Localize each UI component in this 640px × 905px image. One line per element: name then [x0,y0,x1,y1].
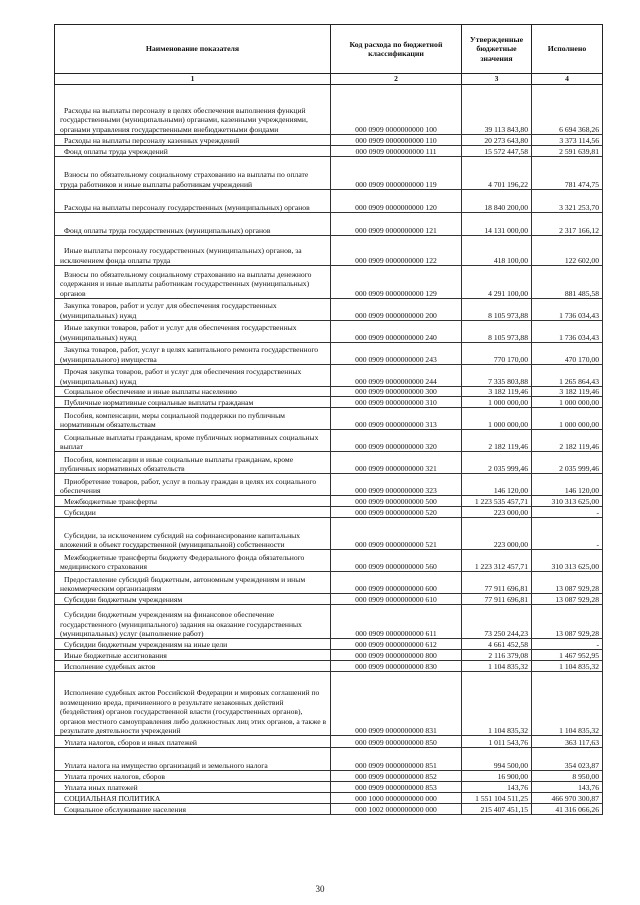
row-code: 000 0909 0000000000 320 [331,430,462,452]
row-approved: 994 500,00 [462,748,532,771]
table-row [55,213,603,236]
row-executed: 2 591 639,81 [532,146,603,157]
row-approved: 223 000,00 [462,518,532,550]
row-executed: 41 316 066,26 [532,804,603,815]
row-executed: 1 736 034,43 [532,299,603,321]
row-executed: 354 023,87 [532,748,603,771]
row-approved: 1 011 543,76 [462,736,532,748]
table-row [55,135,603,146]
row-executed: 3 182 119,46 [532,387,603,397]
row-executed: 13 087 929,28 [532,594,603,605]
row-approved: 770 170,00 [462,343,532,365]
table-row [55,397,603,408]
row-executed: 310 313 625,00 [532,550,603,572]
row-code: 000 0909 0000000000 520 [331,507,462,518]
row-name: Закупка товаров, работ, услуг в целях капитального ремонта государственного (муниципального) имущества [55,343,331,365]
column-number-1: 1 [55,74,331,85]
row-name: Субсидии [55,507,331,518]
row-name: Субсидии, за исключением субсидий на софинансирование капитальных вложений в объект государственной (муниципальной) собственности [55,518,331,550]
row-code: 000 1000 0000000000 000 [331,793,462,804]
table-row [55,190,603,213]
table-row [55,572,603,594]
row-approved: 3 182 119,46 [462,387,532,397]
row-approved: 2 035 999,46 [462,452,532,474]
row-approved: 1 551 104 511,25 [462,793,532,804]
table-row [55,661,603,672]
row-name: Фонд оплаты труда учреждений [55,146,331,157]
row-name: Социальное обеспечение и иные выплаты населению [55,387,331,397]
row-approved: 8 105 973,88 [462,299,532,321]
row-approved: 16 900,00 [462,771,532,782]
row-name: СОЦИАЛЬНАЯ ПОЛИТИКА [55,793,331,804]
row-approved: 143,76 [462,782,532,793]
table-row [55,146,603,157]
row-approved: 39 113 843,80 [462,85,532,135]
row-name: Закупка товаров, работ и услуг для обеспечения государственных (муниципальных) нужд [55,299,331,321]
row-code: 000 0909 0000000000 243 [331,343,462,365]
table-row [55,650,603,661]
row-executed: 881 485,58 [532,266,603,299]
row-executed: 2 317 166,12 [532,213,603,236]
row-name: Взносы по обязательному социальному страхованию на выплаты по оплате труда работников и иные выплаты работникам учреждений [55,157,331,190]
row-code: 000 0909 0000000000 610 [331,594,462,605]
table-row [55,518,603,550]
row-approved: 146 120,00 [462,474,532,496]
row-executed: 1 736 034,43 [532,321,603,343]
row-code: 000 0909 0000000000 121 [331,213,462,236]
header-approved: Утвержденные бюджетные значения [462,25,532,74]
table-row [55,748,603,771]
table-row [55,85,603,135]
row-code: 000 0909 0000000000 852 [331,771,462,782]
row-name: Исполнение судебных актов Российской Федерации и мировых соглашений по возмещению вреда, причиненного в результате незаконных действий (бездействия) органов государственной власти (государственных органов), органов местного самоуправления либо должностных лиц этих органов, а также в результате деятельности учреждений [55,672,331,736]
row-name: Предоставление субсидий бюджетным, автономным учреждениям и иным некоммерческим организациям [55,572,331,594]
table-row [55,387,603,397]
header-code: Код расхода по бюджетной классификации [331,25,462,74]
row-code: 000 0909 0000000000 120 [331,190,462,213]
table-row [55,236,603,266]
row-executed: 8 950,00 [532,771,603,782]
row-code: 000 0909 0000000000 310 [331,397,462,408]
row-approved: 215 407 451,15 [462,804,532,815]
row-code: 000 0909 0000000000 321 [331,452,462,474]
row-name: Публичные нормативные социальные выплаты гражданам [55,397,331,408]
row-code: 000 0909 0000000000 313 [331,408,462,430]
row-name: Уплата налогов, сборов и иных платежей [55,736,331,748]
row-code: 000 0909 0000000000 560 [331,550,462,572]
row-executed: 1 104 835,32 [532,672,603,736]
column-number-2: 2 [331,74,462,85]
row-name: Взносы по обязательному социальному страхованию на выплаты денежного содержания и иные выплаты работникам государственных (муниципальных) органов [55,266,331,299]
row-approved: 77 911 696,81 [462,594,532,605]
row-code: 000 0909 0000000000 600 [331,572,462,594]
row-code: 000 0909 0000000000 111 [331,146,462,157]
row-executed: 6 694 368,26 [532,85,603,135]
row-name: Расходы на выплаты персоналу государственных (муниципальных) органов [55,190,331,213]
row-approved: 418 100,00 [462,236,532,266]
row-code: 000 0909 0000000000 244 [331,365,462,387]
row-code: 000 0909 0000000000 853 [331,782,462,793]
row-executed: 143,76 [532,782,603,793]
table-row [55,771,603,782]
row-approved: 8 105 973,88 [462,321,532,343]
row-executed: 781 474,75 [532,157,603,190]
row-code: 000 1002 0000000000 000 [331,804,462,815]
row-approved: 1 104 835,32 [462,672,532,736]
row-executed: 3 321 253,70 [532,190,603,213]
row-approved: 4 701 196,22 [462,157,532,190]
table-row [55,430,603,452]
row-name: Субсидии бюджетным учреждениям на финансовое обеспечение государственного (муниципального) задания на оказание государственных (муниципальных) услуг (выполнение работ) [55,605,331,639]
column-number-4: 4 [532,74,603,85]
row-executed: 146 120,00 [532,474,603,496]
table-row [55,605,603,639]
row-code: 000 0909 0000000000 830 [331,661,462,672]
row-approved: 4 291 100,00 [462,266,532,299]
row-approved: 1 223 312 457,71 [462,550,532,572]
row-name: Исполнение судебных актов [55,661,331,672]
header-name: Наименование показателя [55,25,331,74]
table-row [55,452,603,474]
table-row [55,793,603,804]
header-executed: Исполнено [532,25,603,74]
table-row [55,782,603,793]
row-executed: 363 117,63 [532,736,603,748]
row-executed: 3 373 114,56 [532,135,603,146]
table-row [55,639,603,650]
table-body [55,85,603,815]
row-executed: 122 602,00 [532,236,603,266]
row-name: Пособия, компенсации, меры социальной поддержки по публичным нормативным обязательствам [55,408,331,430]
page-number: 30 [315,884,325,894]
table-row [55,321,603,343]
row-code: 000 0909 0000000000 611 [331,605,462,639]
row-code: 000 0909 0000000000 100 [331,85,462,135]
table-row [55,365,603,387]
row-approved: 1 223 535 457,71 [462,496,532,507]
row-approved: 1 000 000,00 [462,408,532,430]
table-row [55,408,603,430]
row-executed: 1 000 000,00 [532,397,603,408]
row-approved: 223 000,00 [462,507,532,518]
row-name: Уплата иных платежей [55,782,331,793]
column-number-3: 3 [462,74,532,85]
row-code: 000 0909 0000000000 110 [331,135,462,146]
row-executed: 310 313 625,00 [532,496,603,507]
row-code: 000 0909 0000000000 122 [331,236,462,266]
table-row [55,507,603,518]
row-approved: 2 116 379,08 [462,650,532,661]
row-approved: 15 572 447,58 [462,146,532,157]
table-row [55,157,603,190]
row-code: 000 0909 0000000000 521 [331,518,462,550]
row-name: Иные выплаты персоналу государственных (муниципальных) органов, за исключением фонда оплаты труда [55,236,331,266]
row-name: Расходы на выплаты персоналу в целях обеспечения выполнения функций государственными (муниципальными) органами, казенными учреждениями, органами управления государственными внебюджетными фондами [55,85,331,135]
row-name: Субсидии бюджетным учреждениям на иные цели [55,639,331,650]
row-executed: - [532,507,603,518]
row-name: Социальные выплаты гражданам, кроме публичных нормативных социальных выплат [55,430,331,452]
table-row [55,343,603,365]
row-code: 000 0909 0000000000 300 [331,387,462,397]
row-code: 000 0909 0000000000 200 [331,299,462,321]
row-code: 000 0909 0000000000 500 [331,496,462,507]
row-executed: 1 467 952,95 [532,650,603,661]
row-name: Межбюджетные трансферты бюджету Федерального фонда обязательного медицинского страхования [55,550,331,572]
row-approved: 1 000 000,00 [462,397,532,408]
row-name: Межбюджетные трансферты [55,496,331,507]
row-name: Иные бюджетные ассигнования [55,650,331,661]
row-approved: 14 131 000,00 [462,213,532,236]
row-approved: 73 250 244,23 [462,605,532,639]
row-code: 000 0909 0000000000 831 [331,672,462,736]
row-executed: 13 087 929,28 [532,572,603,594]
row-name: Приобретение товаров, работ, услуг в пользу граждан в целях их социального обеспечения [55,474,331,496]
table-row [55,672,603,736]
row-code: 000 0909 0000000000 129 [331,266,462,299]
table-row [55,804,603,815]
row-executed: - [532,518,603,550]
row-name: Прочая закупка товаров, работ и услуг для обеспечения государственных (муниципальных) нужд [55,365,331,387]
row-approved: 1 104 835,32 [462,661,532,672]
row-executed: 13 087 929,28 [532,605,603,639]
row-name: Фонд оплаты труда государственных (муниципальных) органов [55,213,331,236]
table-row [55,594,603,605]
row-executed: 466 970 300,87 [532,793,603,804]
table-row [55,550,603,572]
row-code: 000 0909 0000000000 119 [331,157,462,190]
header-row [55,25,603,74]
column-number-row [55,74,603,85]
row-name: Субсидии бюджетным учреждениям [55,594,331,605]
row-approved: 4 661 452,58 [462,639,532,650]
row-code: 000 0909 0000000000 612 [331,639,462,650]
row-executed: 2 182 119,46 [532,430,603,452]
row-approved: 20 273 643,80 [462,135,532,146]
table-row [55,474,603,496]
table-row [55,736,603,748]
table-row [55,266,603,299]
row-approved: 2 182 119,46 [462,430,532,452]
row-executed: 1 265 864,43 [532,365,603,387]
table-row [55,496,603,507]
row-code: 000 0909 0000000000 851 [331,748,462,771]
row-name: Уплата прочих налогов, сборов [55,771,331,782]
row-executed: 2 035 999,46 [532,452,603,474]
row-name: Уплата налога на имущество организаций и земельного налога [55,748,331,771]
row-executed: 470 170,00 [532,343,603,365]
row-code: 000 0909 0000000000 240 [331,321,462,343]
budget-table [54,24,603,815]
row-code: 000 0909 0000000000 850 [331,736,462,748]
row-name: Социальное обслуживание населения [55,804,331,815]
table-row [55,299,603,321]
row-approved: 77 911 696,81 [462,572,532,594]
row-name: Пособия, компенсации и иные социальные выплаты гражданам, кроме публичных нормативных обязательств [55,452,331,474]
row-code: 000 0909 0000000000 800 [331,650,462,661]
row-code: 000 0909 0000000000 323 [331,474,462,496]
row-name: Иные закупки товаров, работ и услуг для обеспечения государственных (муниципальных) нужд [55,321,331,343]
row-name: Расходы на выплаты персоналу казенных учреждений [55,135,331,146]
row-approved: 7 335 803,88 [462,365,532,387]
row-executed: - [532,639,603,650]
row-approved: 18 840 200,00 [462,190,532,213]
row-executed: 1 104 835,32 [532,661,603,672]
row-executed: 1 000 000,00 [532,408,603,430]
